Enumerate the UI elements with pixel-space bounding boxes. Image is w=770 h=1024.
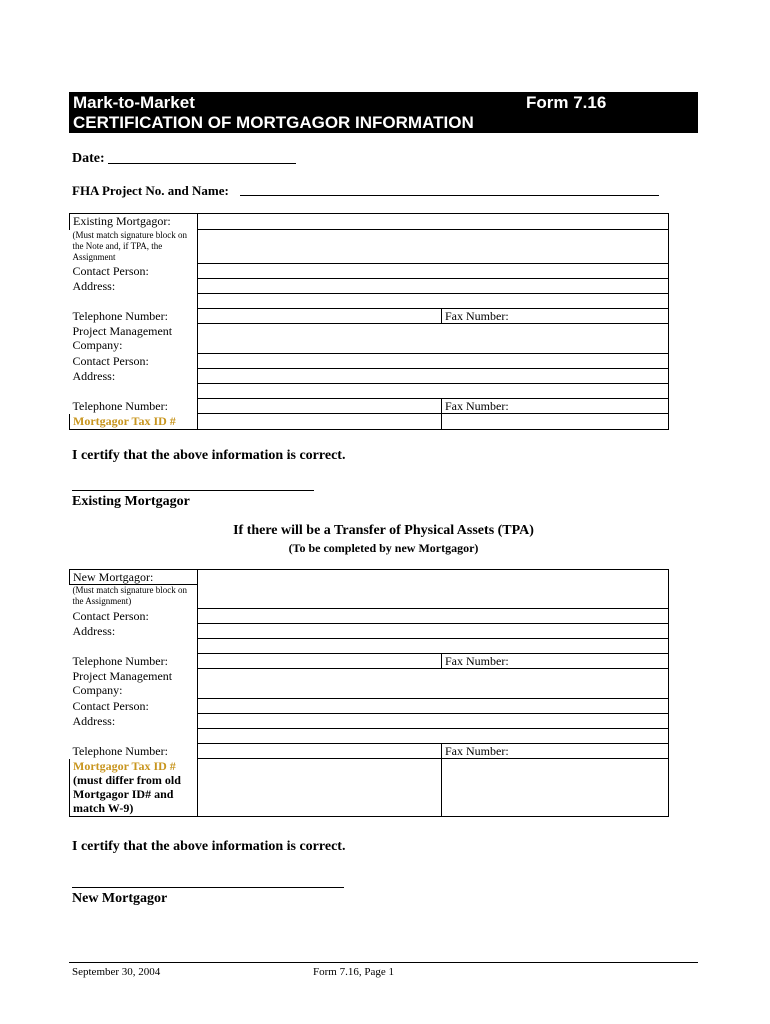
tax-id-label: Mortgagor Tax ID # <box>70 414 198 430</box>
address-field-4[interactable] <box>198 384 669 399</box>
fax-label-4: Fax Number: <box>445 744 509 758</box>
telephone-field-4[interactable] <box>198 744 442 759</box>
pm-company-field[interactable] <box>198 324 669 354</box>
address-label-3-cont <box>70 639 198 654</box>
new-mortgagor-table <box>69 569 669 817</box>
address-field-2[interactable] <box>198 294 669 309</box>
new-tax-id-title: Mortgagor Tax ID # <box>73 758 176 773</box>
footer-divider <box>69 962 698 963</box>
contact-person-label-4: Contact Person: <box>70 699 198 714</box>
address-label: Address: <box>70 279 198 294</box>
project-label: FHA Project No. and Name: <box>72 183 229 198</box>
address-label-2: Address: <box>70 369 198 384</box>
address-field-7[interactable] <box>198 714 669 729</box>
header-subtitle: CERTIFICATION OF MORTGAGOR INFORMATION <box>73 113 474 132</box>
fax-field[interactable] <box>442 309 669 324</box>
contact-person-field[interactable] <box>198 264 669 279</box>
telephone-label-2: Telephone Number: <box>70 399 198 414</box>
address-field[interactable] <box>198 279 669 294</box>
telephone-field[interactable] <box>198 309 442 324</box>
fax-field-2[interactable] <box>442 399 669 414</box>
address-field-6[interactable] <box>198 639 669 654</box>
new-tax-id-field[interactable] <box>198 759 442 817</box>
fax-label-2: Fax Number: <box>445 399 509 413</box>
fax-label: Fax Number: <box>445 309 509 323</box>
telephone-label-4: Telephone Number: <box>70 744 198 759</box>
tpa-heading: If there will be a Transfer of Physical Assets (TPA) <box>233 523 534 538</box>
date-field[interactable] <box>108 163 296 164</box>
header-title: Mark-to-Market <box>73 93 195 112</box>
new-tax-id-label <box>70 759 198 817</box>
address-label-4-cont <box>70 729 198 744</box>
new-mortgagor-signature-label: New Mortgagor <box>72 891 168 906</box>
certify-statement-1: I certify that the above information is correct. <box>72 448 346 463</box>
existing-mortgagor-signature-line[interactable] <box>72 490 314 491</box>
existing-mortgagor-field-2[interactable] <box>198 230 669 264</box>
existing-mortgagor-signature-label: Existing Mortgagor <box>72 494 190 509</box>
contact-person-label-2: Contact Person: <box>70 354 198 369</box>
new-mortgagor-signature-line[interactable] <box>72 887 344 888</box>
address-label-4: Address: <box>70 714 198 729</box>
address-field-3[interactable] <box>198 369 669 384</box>
existing-mortgagor-note: (Must match signature block on the Note and, if TPA, the Assignment <box>70 230 198 264</box>
footer-date: September 30, 2004 <box>72 966 161 978</box>
pm-company-field-2[interactable] <box>198 669 669 699</box>
existing-mortgagor-label: Existing Mortgagor: <box>70 214 198 230</box>
existing-mortgagor-table <box>69 213 669 430</box>
new-mortgagor-field[interactable] <box>198 570 669 609</box>
existing-mortgagor-field[interactable] <box>198 214 669 230</box>
telephone-field-2[interactable] <box>198 399 442 414</box>
address-field-5[interactable] <box>198 624 669 639</box>
new-mortgagor-note: (Must match signature block on the Assignment) <box>70 585 198 609</box>
contact-person-label-3: Contact Person: <box>70 609 198 624</box>
pm-company-label-2: Project Management Company: <box>70 669 198 699</box>
contact-person-field-4[interactable] <box>198 699 669 714</box>
date-label: Date: <box>72 151 105 166</box>
contact-person-field-2[interactable] <box>198 354 669 369</box>
new-tax-id-field-2[interactable] <box>442 759 669 817</box>
pm-company-label: Project Management Company: <box>70 324 198 354</box>
new-mortgagor-label: New Mortgagor: <box>70 570 198 585</box>
new-tax-id-note: (must differ from old Mortgagor ID# and match W-9) <box>73 772 181 815</box>
address-label-2-cont <box>70 384 198 399</box>
form-header <box>69 92 698 133</box>
tax-id-field-2[interactable] <box>442 414 669 430</box>
tpa-subheading: (To be completed by new Mortgagor) <box>288 541 479 555</box>
tax-id-field[interactable] <box>198 414 442 430</box>
address-label-3: Address: <box>70 624 198 639</box>
contact-person-label: Contact Person: <box>70 264 198 279</box>
address-label-cont <box>70 294 198 309</box>
telephone-field-3[interactable] <box>198 654 442 669</box>
address-field-8[interactable] <box>198 729 669 744</box>
project-field[interactable] <box>240 195 659 196</box>
telephone-label-3: Telephone Number: <box>70 654 198 669</box>
contact-person-field-3[interactable] <box>198 609 669 624</box>
form-number: Form 7.16 <box>526 93 607 112</box>
telephone-label: Telephone Number: <box>70 309 198 324</box>
fax-label-3: Fax Number: <box>445 654 509 668</box>
certify-statement-2: I certify that the above information is correct. <box>72 839 346 854</box>
fax-field-3[interactable] <box>442 654 669 669</box>
fax-field-4[interactable] <box>442 744 669 759</box>
footer-page: Form 7.16, Page 1 <box>313 966 394 978</box>
